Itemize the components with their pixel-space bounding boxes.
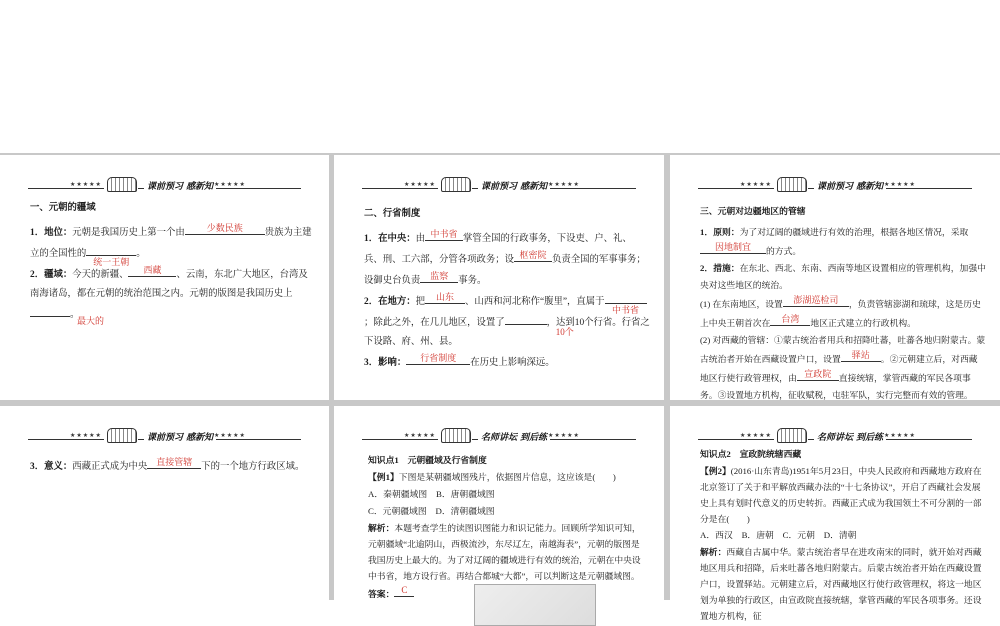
knowledge-heading: 知识点1 元朝疆域及行省制度 bbox=[368, 455, 487, 465]
teacher-icon bbox=[438, 426, 472, 444]
answer: 宣政院 bbox=[804, 369, 832, 379]
section-title: 二、行省制度 bbox=[364, 209, 421, 219]
slide-header: ★★★★★ 课前预习 感新知 ★★★★★ bbox=[334, 179, 664, 195]
analysis: 解析：本题考查学生的读图识图能力和识记能力。回顾所学知识可知，元朝疆域“北逾阴山，西极流沙，东尽辽左，南越海表”，元朝的版图是我国历史上最大的。为了对辽阔的疆域进行有效的统治，元朝在中央设中书省，地方设行省。再结合都城“大都”，可以判断这是元朝疆域图。 bbox=[368, 523, 641, 581]
options-row: C．元朝疆域图 D．清朝疆域图 bbox=[368, 506, 495, 516]
answer: 山东 bbox=[435, 292, 454, 302]
example: 【例1】下图是某朝疆域图残片，依据图片信息，这应该是( ) bbox=[368, 472, 616, 482]
slide-3 bbox=[670, 155, 1000, 400]
teacher-icon bbox=[774, 426, 808, 444]
section-title: 三、元朝对边疆地区的管辖 bbox=[700, 206, 806, 216]
slide-header: ★★★★★ 名师讲坛 到后练 ★★★★★ bbox=[334, 430, 664, 446]
answer: 澎湖巡检司 bbox=[793, 295, 839, 305]
header-title: 课前预习 感新知 bbox=[814, 179, 886, 192]
answer: 因地制宜 bbox=[714, 242, 751, 252]
answer-line: 答案： C bbox=[368, 584, 646, 603]
header-title: 名师讲坛 到后练 bbox=[814, 430, 886, 443]
answer: 最大的 bbox=[76, 316, 104, 326]
slide-header: ★★★★★ 课前预习 感新知 ★★★★★ bbox=[0, 430, 329, 446]
answer: 行省制度 bbox=[420, 353, 457, 363]
answer: 中书省 bbox=[430, 229, 458, 239]
slide-2 bbox=[334, 155, 664, 400]
slide-header: ★★★★★ 课前预习 感新知 ★★★★★ bbox=[0, 179, 329, 195]
answer: 枢密院 bbox=[519, 250, 547, 260]
analysis: 解析：西藏自古属中华。蒙古统治者早在进攻南宋的同时，就开始对西藏地区用兵和招降，后来吐蕃各地归附蒙古。后蒙古统治者开始在西藏设置户口，设置驿站。元朝建立后，对西藏地区行使行政管理权，将这一地区划为单独的行政区，由宣政院直接统辖，掌管西藏的军民各项事务。还设置地方机构，征 bbox=[700, 547, 982, 621]
paragraph: 2．在地方：把 山东 、山西和河北称作“腹里”，直属于 中书省 ；除此之外，在几儿地区，设置了 ，达到 10个 10个行省。行省之下设路、府、州、县。 bbox=[364, 292, 650, 347]
paragraph: 2．措施：在东北、西北、东南、西南等地区设置相应的管理机构，加强中央对这些地区的统治。 bbox=[700, 263, 986, 290]
paragraph: 1．原则：为了对辽阔的疆域进行有效的治理，根据各地区情况，采取 因地制宜 的方式。 bbox=[700, 227, 969, 256]
slide-5 bbox=[334, 406, 664, 600]
options-row: A．秦朝疆域图 B．唐朝疆域图 bbox=[368, 489, 495, 499]
slide-6 bbox=[670, 406, 1000, 621]
header-title: 课前预习 感新知 bbox=[144, 179, 216, 192]
answer: C bbox=[401, 585, 408, 595]
answer: 中书省 bbox=[612, 305, 640, 315]
answer: 监察 bbox=[430, 271, 449, 281]
header-title: 课前预习 感新知 bbox=[478, 179, 550, 192]
students-icon bbox=[774, 175, 808, 193]
answer: 10个 bbox=[555, 327, 574, 337]
header-title: 名师讲坛 到后练 bbox=[478, 430, 550, 443]
paragraph: 3．影响： 行省制度 在历史上影响深远。 bbox=[364, 353, 555, 368]
slide-header: ★★★★★ 课前预习 感新知 ★★★★★ bbox=[670, 179, 1000, 195]
knowledge-heading: 知识点2 宣政院统辖西藏 bbox=[700, 449, 802, 459]
paragraph: 2．疆域：今天的新疆、 西藏 、云南，东北广大地区，台湾及南海诸岛，都在元朝的统治范围之内。元朝的版图是我国历史上 最大的 。 bbox=[30, 265, 308, 326]
header-title: 课前预习 感新知 bbox=[144, 430, 216, 443]
answer: 统一王朝 bbox=[93, 257, 130, 267]
paragraph: 1．地位：元朝是我国历史上第一个由 少数民族 贵族为主建立的全国性的 统一王朝 。 bbox=[30, 223, 312, 267]
answer: 驿站 bbox=[851, 350, 870, 360]
map-thumbnail bbox=[474, 584, 596, 626]
answer: 直接管辖 bbox=[156, 457, 193, 467]
answer: 少数民族 bbox=[206, 223, 243, 233]
paragraph: (2) 对西藏的管辖：①蒙古统治者用兵和招降吐蕃，吐蕃各地归附蒙古。蒙古统治者开始在西藏设置户口，设置 驿站 。②元朝建立后，对西藏地区行使行政管理权，由 宣政院 直接统辖，掌管西藏的军民各项事务。③设置地方机构，征收赋税，屯驻军队，实行完整而有效的管理。 bbox=[700, 335, 986, 400]
slide-header: ★★★★★ 名师讲坛 到后练 ★★★★★ bbox=[670, 430, 1000, 446]
options-row: A．西汉 B．唐朝 C．元朝 D．清朝 bbox=[700, 530, 857, 540]
slide-1 bbox=[0, 155, 329, 400]
students-icon bbox=[438, 175, 472, 193]
section-title: 一、元朝的疆域 bbox=[30, 203, 96, 213]
paragraph: 1．在中央：由 中书省 掌管全国的行政事务，下设吏、户、礼、兵、刑、工六部，分管各项政务；设 枢密院 负责全国的军事事务；设御史台负责 监察 事务。 bbox=[364, 229, 646, 286]
answer: 台湾 bbox=[781, 314, 800, 324]
example: 【例2】(2016·山东青岛)1951年5月23日，中央人民政府和西藏地方政府在北京签订了关于和平解放西藏办法的“十七条协议”，开启了西藏社会发展史上具有划时代意义的历史转折。西藏正式成为我国领土不可分割的一部分是在( ) bbox=[700, 466, 982, 524]
paragraph: (1) 在东南地区，设置 澎湖巡检司 ，负责管辖澎湖和琉球，这是历史上中央王朝首次在 台湾 地区正式建立的行政机构。 bbox=[700, 295, 981, 328]
slide-4 bbox=[0, 406, 329, 600]
students-icon bbox=[104, 175, 138, 193]
paragraph: 3．意义：西藏正式成为中央 直接管辖 下的一个地方行政区域。 bbox=[30, 457, 305, 472]
answer: 西藏 bbox=[143, 265, 162, 275]
students-icon bbox=[104, 426, 138, 444]
